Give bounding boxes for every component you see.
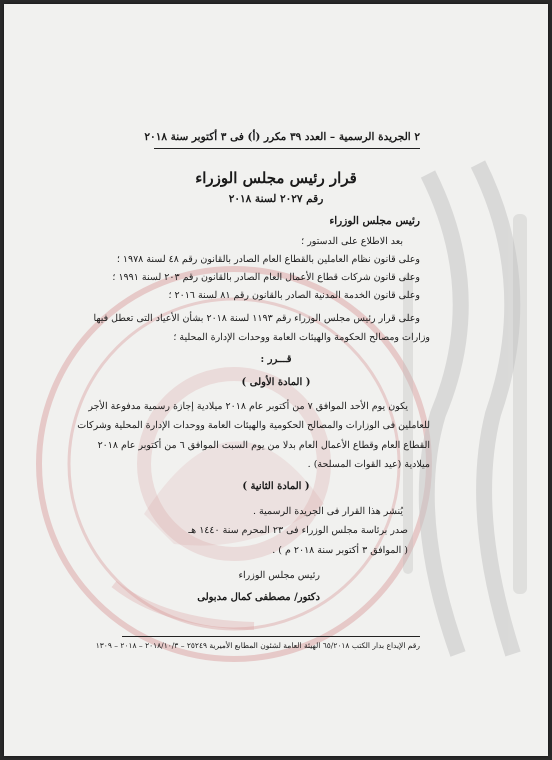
header-rule — [154, 148, 420, 149]
gazette-header: ٢ الجريدة الرسمية – العدد ٣٩ مكرر (أ) فى ٣ أكتوبر سنة ٢٠١٨ — [144, 131, 420, 143]
issuer-label: رئيس مجلس الوزراء — [329, 215, 420, 227]
decree-title: قرار رئيس مجلس الوزراء — [195, 169, 357, 187]
document-page — [4, 4, 548, 756]
preamble-line: وعلى قانون نظام العاملين بالقطاع العام الصادر بالقانون رقم ٤٨ لسنة ١٩٧٨ ؛ — [116, 254, 420, 265]
preamble-line: وزارات ومصالح الحكومة والهيئات العامة ووحدات الإدارة المحلية ؛ — [173, 332, 430, 343]
preamble-line: وعلى قانون الخدمة المدنية الصادر بالقانون رقم ٨١ لسنة ٢٠١٦ ؛ — [168, 290, 420, 301]
signature-name: دكتور/ مصطفى كمال مدبولى — [197, 592, 320, 603]
preamble-line: وعلى قانون شركات قطاع الأعمال العام الصادر بالقانون رقم ٢٠٣ لسنة ١٩٩١ ؛ — [112, 272, 420, 283]
issued-place-date: صدر برئاسة مجلس الوزراء فى ٢٣ المحرم سنة ١٤٤٠ هـ — [188, 525, 408, 536]
decree-heading: قـــرر : — [260, 354, 292, 365]
article-1-heading: ( المادة الأولى ) — [241, 377, 311, 388]
issued-gregorian-date: ( الموافق ٣ أكتوبر سنة ٢٠١٨ م ) . — [272, 545, 408, 556]
article-1-line: القطاع العام وقطاع الأعمال العام بدلا من يوم السبت الموافق ٦ من أكتوبر عام ٢٠١٨ — [97, 440, 430, 451]
article-2-text: يُنشر هذا القرار فى الجريدة الرسمية . — [253, 506, 403, 517]
article-2-heading: ( المادة الثانية ) — [242, 481, 310, 492]
preamble-line: وعلى قرار رئيس مجلس الوزراء رقم ١١٩٣ لسنة ٢٠١٨ بشأن الأعياد التى تعطل فيها — [93, 313, 420, 324]
footer-rule — [122, 636, 420, 637]
article-1-line: يكون يوم الأحد الموافق ٧ من أكتوبر عام ٢٠١٨ ميلادية إجازة رسمية مدفوعة الأجر — [88, 401, 408, 412]
decree-number: رقم ٢٠٢٧ لسنة ٢٠١٨ — [228, 193, 324, 205]
legal-deposit-footer: رقم الإيداع بدار الكتب ٦٥/٢٠١٨ الهيئة العامة لشئون المطابع الأميرية ٢٥٢٤٩ – ٢٠١٨/١٠/٣ – ٢٠١٨ – ١٣٠٩ — [95, 641, 420, 650]
article-1-line: ميلادية (عيد القوات المسلحة) . — [307, 459, 430, 470]
article-1-line: للعاملين فى الوزارات والمصالح الحكومية والهيئات العامة ووحدات الإدارة المحلية وشركات — [77, 420, 430, 431]
preamble-line: بعد الاطلاع على الدستور ؛ — [301, 236, 403, 247]
signature-title: رئيس مجلس الوزراء — [238, 570, 320, 581]
